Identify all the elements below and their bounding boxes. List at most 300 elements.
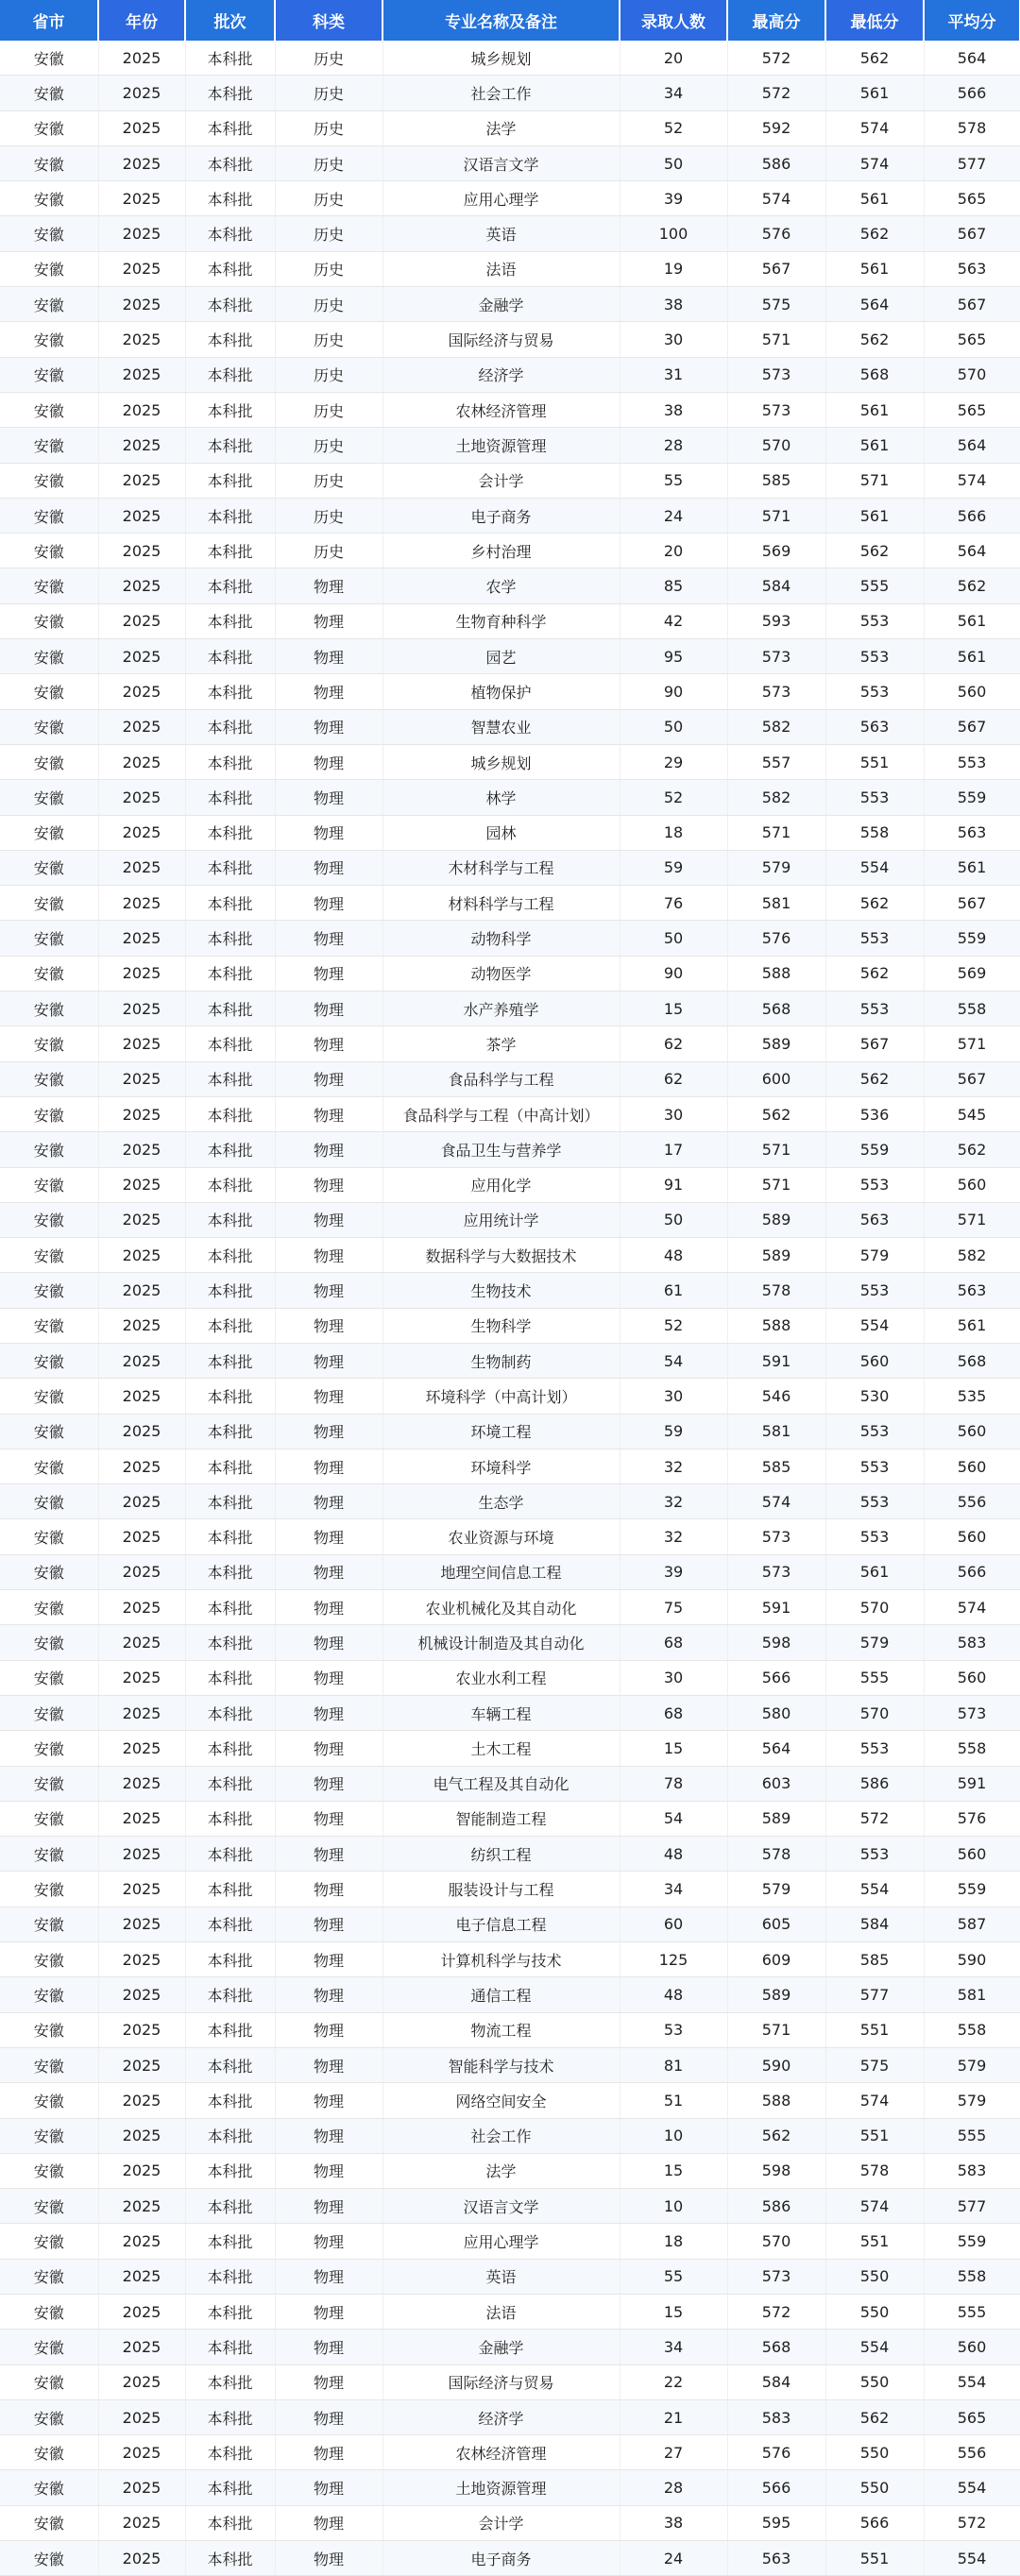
cell-subject-category: 物理 [275, 1308, 382, 1343]
cell-min-score: 561 [825, 76, 924, 110]
cell-avg-score: 567 [924, 1061, 1020, 1096]
cell-subject-category: 物理 [275, 1590, 382, 1625]
cell-major-name: 通信工程 [382, 1977, 620, 2012]
cell-subject-category: 历史 [275, 216, 382, 251]
cell-subject-category: 物理 [275, 1766, 382, 1801]
cell-avg-score: 583 [924, 1625, 1020, 1660]
cell-province: 安徽 [0, 1484, 98, 1519]
cell-enrollment-count: 59 [620, 850, 727, 885]
cell-min-score: 550 [825, 2470, 924, 2505]
cell-batch: 本科批 [185, 1308, 275, 1343]
cell-enrollment-count: 15 [620, 2153, 727, 2188]
column-header-province[interactable]: 省市 [0, 0, 98, 41]
cell-province: 安徽 [0, 1590, 98, 1625]
cell-enrollment-count: 17 [620, 1132, 727, 1167]
cell-major-name: 金融学 [382, 287, 620, 322]
cell-min-score: 562 [825, 956, 924, 991]
cell-batch: 本科批 [185, 1026, 275, 1061]
cell-major-name: 农业资源与环境 [382, 1519, 620, 1554]
cell-subject-category: 物理 [275, 2083, 382, 2118]
cell-province: 安徽 [0, 2435, 98, 2470]
cell-province: 安徽 [0, 1379, 98, 1414]
cell-province: 安徽 [0, 1554, 98, 1589]
cell-year: 2025 [98, 815, 185, 850]
cell-year: 2025 [98, 1167, 185, 1202]
cell-min-score: 530 [825, 1379, 924, 1414]
cell-enrollment-count: 95 [620, 639, 727, 674]
cell-max-score: 574 [727, 1484, 825, 1519]
cell-province: 安徽 [0, 674, 98, 709]
cell-major-name: 机械设计制造及其自动化 [382, 1625, 620, 1660]
cell-year: 2025 [98, 2189, 185, 2224]
cell-subject-category: 物理 [275, 2047, 382, 2082]
cell-subject-category: 历史 [275, 322, 382, 357]
cell-max-score: 562 [727, 2118, 825, 2153]
cell-enrollment-count: 52 [620, 110, 727, 145]
cell-province: 安徽 [0, 1449, 98, 1483]
cell-year: 2025 [98, 991, 185, 1026]
cell-province: 安徽 [0, 780, 98, 815]
cell-enrollment-count: 18 [620, 815, 727, 850]
cell-max-score: 571 [727, 1132, 825, 1167]
cell-avg-score: 572 [924, 2505, 1020, 2540]
cell-max-score: 590 [727, 2047, 825, 2082]
cell-enrollment-count: 78 [620, 1766, 727, 1801]
cell-year: 2025 [98, 1695, 185, 1730]
cell-max-score: 564 [727, 1731, 825, 1766]
cell-avg-score: 578 [924, 110, 1020, 145]
cell-year: 2025 [98, 2364, 185, 2399]
cell-min-score: 553 [825, 991, 924, 1026]
cell-avg-score: 561 [924, 850, 1020, 885]
cell-max-score: 609 [727, 1942, 825, 1977]
cell-avg-score: 560 [924, 1519, 1020, 1554]
cell-avg-score: 559 [924, 2224, 1020, 2259]
cell-year: 2025 [98, 674, 185, 709]
cell-subject-category: 物理 [275, 2224, 382, 2259]
cell-max-score: 576 [727, 921, 825, 956]
cell-avg-score: 553 [924, 744, 1020, 779]
cell-year: 2025 [98, 956, 185, 991]
cell-enrollment-count: 50 [620, 1202, 727, 1237]
cell-enrollment-count: 34 [620, 2330, 727, 2364]
cell-major-name: 农林经济管理 [382, 2435, 620, 2470]
cell-avg-score: 561 [924, 603, 1020, 638]
cell-province: 安徽 [0, 2364, 98, 2399]
cell-province: 安徽 [0, 1660, 98, 1695]
cell-batch: 本科批 [185, 1872, 275, 1907]
table-row [0, 2153, 1020, 2188]
cell-batch: 本科批 [185, 2295, 275, 2330]
cell-province: 安徽 [0, 1625, 98, 1660]
cell-avg-score: 576 [924, 1801, 1020, 1836]
cell-avg-score: 570 [924, 357, 1020, 392]
table-row [0, 534, 1020, 568]
cell-max-score: 546 [727, 1379, 825, 1414]
cell-avg-score: 567 [924, 216, 1020, 251]
cell-max-score: 579 [727, 850, 825, 885]
cell-min-score: 553 [825, 1519, 924, 1554]
cell-min-score: 550 [825, 2435, 924, 2470]
cell-subject-category: 历史 [275, 463, 382, 498]
cell-major-name: 土木工程 [382, 1731, 620, 1766]
table-row [0, 216, 1020, 251]
cell-year: 2025 [98, 534, 185, 568]
cell-max-score: 589 [727, 1202, 825, 1237]
cell-major-name: 国际经济与贸易 [382, 2364, 620, 2399]
table-row [0, 1273, 1020, 1308]
cell-enrollment-count: 10 [620, 2189, 727, 2224]
cell-avg-score: 554 [924, 2364, 1020, 2399]
column-header-major-name[interactable]: 专业名称及备注 [382, 0, 620, 41]
table-row [0, 2047, 1020, 2082]
cell-enrollment-count: 34 [620, 76, 727, 110]
cell-enrollment-count: 68 [620, 1695, 727, 1730]
cell-major-name: 食品科学与工程 [382, 1061, 620, 1096]
table-row [0, 2330, 1020, 2364]
cell-subject-category: 物理 [275, 2399, 382, 2434]
cell-year: 2025 [98, 251, 185, 286]
cell-avg-score: 560 [924, 1837, 1020, 1872]
cell-province: 安徽 [0, 921, 98, 956]
table-row [0, 1731, 1020, 1766]
cell-subject-category: 历史 [275, 110, 382, 145]
cell-province: 安徽 [0, 1977, 98, 2012]
cell-year: 2025 [98, 76, 185, 110]
cell-avg-score: 574 [924, 463, 1020, 498]
cell-year: 2025 [98, 1872, 185, 1907]
cell-major-name: 金融学 [382, 2330, 620, 2364]
cell-min-score: 550 [825, 2295, 924, 2330]
cell-min-score: 563 [825, 709, 924, 744]
cell-avg-score: 560 [924, 1660, 1020, 1695]
cell-batch: 本科批 [185, 709, 275, 744]
cell-batch: 本科批 [185, 145, 275, 180]
cell-year: 2025 [98, 1660, 185, 1695]
cell-max-score: 581 [727, 886, 825, 921]
cell-avg-score: 567 [924, 886, 1020, 921]
cell-max-score: 581 [727, 1414, 825, 1449]
table-row [0, 2189, 1020, 2224]
cell-subject-category: 物理 [275, 1132, 382, 1167]
cell-avg-score: 555 [924, 2118, 1020, 2153]
cell-subject-category: 历史 [275, 251, 382, 286]
table-body [0, 41, 1020, 2576]
cell-province: 安徽 [0, 1096, 98, 1131]
cell-major-name: 智慧农业 [382, 709, 620, 744]
table-row [0, 1766, 1020, 1801]
cell-max-score: 571 [727, 1167, 825, 1202]
cell-province: 安徽 [0, 639, 98, 674]
cell-batch: 本科批 [185, 603, 275, 638]
cell-year: 2025 [98, 1379, 185, 1414]
cell-max-score: 591 [727, 1590, 825, 1625]
table-row [0, 2470, 1020, 2505]
cell-province: 安徽 [0, 2399, 98, 2434]
cell-avg-score: 566 [924, 498, 1020, 533]
cell-year: 2025 [98, 110, 185, 145]
cell-max-score: 576 [727, 216, 825, 251]
table-row [0, 2083, 1020, 2118]
cell-major-name: 应用化学 [382, 1167, 620, 1202]
cell-province: 安徽 [0, 287, 98, 322]
cell-province: 安徽 [0, 534, 98, 568]
cell-subject-category: 历史 [275, 498, 382, 533]
cell-year: 2025 [98, 2224, 185, 2259]
table-row [0, 1026, 1020, 1061]
table-row [0, 2295, 1020, 2330]
cell-year: 2025 [98, 463, 185, 498]
cell-subject-category: 历史 [275, 392, 382, 427]
cell-major-name: 环境科学（中高计划） [382, 1379, 620, 1414]
cell-province: 安徽 [0, 110, 98, 145]
cell-max-score: 586 [727, 2189, 825, 2224]
cell-max-score: 572 [727, 41, 825, 76]
cell-min-score: 553 [825, 1731, 924, 1766]
table-row [0, 1590, 1020, 1625]
cell-year: 2025 [98, 850, 185, 885]
cell-batch: 本科批 [185, 1695, 275, 1730]
cell-enrollment-count: 62 [620, 1026, 727, 1061]
cell-year: 2025 [98, 639, 185, 674]
cell-province: 安徽 [0, 1872, 98, 1907]
cell-min-score: 553 [825, 780, 924, 815]
table-row [0, 145, 1020, 180]
cell-max-score: 588 [727, 2083, 825, 2118]
cell-enrollment-count: 39 [620, 1554, 727, 1589]
cell-max-score: 589 [727, 1801, 825, 1836]
cell-subject-category: 物理 [275, 1731, 382, 1766]
cell-batch: 本科批 [185, 1273, 275, 1308]
cell-max-score: 571 [727, 322, 825, 357]
cell-min-score: 579 [825, 1625, 924, 1660]
cell-major-name: 土地资源管理 [382, 428, 620, 463]
table-row [0, 1061, 1020, 1096]
cell-min-score: 562 [825, 1061, 924, 1096]
column-header-enrollment-count[interactable]: 录取人数 [620, 0, 727, 41]
cell-year: 2025 [98, 921, 185, 956]
cell-major-name: 物流工程 [382, 2012, 620, 2047]
cell-province: 安徽 [0, 603, 98, 638]
cell-enrollment-count: 15 [620, 2295, 727, 2330]
cell-year: 2025 [98, 1273, 185, 1308]
cell-avg-score: 558 [924, 1731, 1020, 1766]
table-row [0, 392, 1020, 427]
cell-year: 2025 [98, 1977, 185, 2012]
cell-province: 安徽 [0, 886, 98, 921]
cell-year: 2025 [98, 1801, 185, 1836]
cell-enrollment-count: 18 [620, 2224, 727, 2259]
table-row [0, 1414, 1020, 1449]
cell-min-score: 553 [825, 1837, 924, 1872]
cell-avg-score: 559 [924, 780, 1020, 815]
cell-max-score: 579 [727, 1872, 825, 1907]
cell-province: 安徽 [0, 568, 98, 603]
cell-enrollment-count: 50 [620, 145, 727, 180]
cell-year: 2025 [98, 1238, 185, 1273]
cell-max-score: 593 [727, 603, 825, 638]
cell-batch: 本科批 [185, 1625, 275, 1660]
cell-year: 2025 [98, 1590, 185, 1625]
column-header-batch[interactable]: 批次 [185, 0, 275, 41]
cell-min-score: 562 [825, 216, 924, 251]
cell-major-name: 经济学 [382, 2399, 620, 2434]
table-row [0, 1942, 1020, 1977]
cell-major-name: 智能科学与技术 [382, 2047, 620, 2082]
cell-subject-category: 物理 [275, 2435, 382, 2470]
cell-avg-score: 565 [924, 181, 1020, 216]
cell-subject-category: 物理 [275, 780, 382, 815]
cell-enrollment-count: 15 [620, 991, 727, 1026]
cell-batch: 本科批 [185, 921, 275, 956]
cell-avg-score: 569 [924, 956, 1020, 991]
cell-batch: 本科批 [185, 1766, 275, 1801]
table-row [0, 1907, 1020, 1941]
cell-enrollment-count: 125 [620, 1942, 727, 1977]
cell-year: 2025 [98, 2012, 185, 2047]
cell-batch: 本科批 [185, 1942, 275, 1977]
column-header-year[interactable]: 年份 [98, 0, 185, 41]
cell-avg-score: 560 [924, 1167, 1020, 1202]
cell-province: 安徽 [0, 1308, 98, 1343]
cell-enrollment-count: 54 [620, 1343, 727, 1378]
cell-subject-category: 物理 [275, 2189, 382, 2224]
cell-batch: 本科批 [185, 1484, 275, 1519]
cell-subject-category: 物理 [275, 921, 382, 956]
table-row [0, 1801, 1020, 1836]
cell-subject-category: 历史 [275, 41, 382, 76]
cell-subject-category: 物理 [275, 1554, 382, 1589]
column-header-min-score[interactable]: 最低分 [825, 0, 924, 41]
cell-min-score: 554 [825, 1872, 924, 1907]
cell-batch: 本科批 [185, 639, 275, 674]
cell-avg-score: 560 [924, 1414, 1020, 1449]
table-row [0, 2505, 1020, 2540]
cell-min-score: 551 [825, 2012, 924, 2047]
column-header-max-score[interactable]: 最高分 [727, 0, 825, 41]
cell-enrollment-count: 100 [620, 216, 727, 251]
cell-enrollment-count: 50 [620, 709, 727, 744]
cell-major-name: 汉语言文学 [382, 145, 620, 180]
cell-min-score: 574 [825, 145, 924, 180]
cell-max-score: 592 [727, 110, 825, 145]
cell-major-name: 茶学 [382, 1026, 620, 1061]
cell-batch: 本科批 [185, 110, 275, 145]
cell-batch: 本科批 [185, 2435, 275, 2470]
cell-year: 2025 [98, 709, 185, 744]
cell-max-score: 591 [727, 1343, 825, 1378]
cell-min-score: 586 [825, 1766, 924, 1801]
cell-province: 安徽 [0, 991, 98, 1026]
cell-year: 2025 [98, 1837, 185, 1872]
cell-year: 2025 [98, 1907, 185, 1941]
cell-avg-score: 565 [924, 392, 1020, 427]
cell-min-score: 579 [825, 1238, 924, 1273]
cell-batch: 本科批 [185, 744, 275, 779]
cell-avg-score: 559 [924, 1872, 1020, 1907]
cell-major-name: 汉语言文学 [382, 2189, 620, 2224]
cell-max-score: 605 [727, 1907, 825, 1941]
table-row [0, 991, 1020, 1026]
cell-enrollment-count: 38 [620, 287, 727, 322]
table-row [0, 1202, 1020, 1237]
cell-major-name: 社会工作 [382, 2118, 620, 2153]
cell-subject-category: 物理 [275, 568, 382, 603]
cell-min-score: 536 [825, 1096, 924, 1131]
cell-min-score: 554 [825, 1308, 924, 1343]
cell-major-name: 农学 [382, 568, 620, 603]
cell-min-score: 560 [825, 1343, 924, 1378]
cell-year: 2025 [98, 1202, 185, 1237]
cell-year: 2025 [98, 1026, 185, 1061]
table-row [0, 1379, 1020, 1414]
cell-batch: 本科批 [185, 251, 275, 286]
table-row [0, 674, 1020, 709]
cell-subject-category: 历史 [275, 287, 382, 322]
cell-subject-category: 物理 [275, 1026, 382, 1061]
cell-batch: 本科批 [185, 463, 275, 498]
table-row [0, 1132, 1020, 1167]
cell-min-score: 550 [825, 2259, 924, 2294]
cell-avg-score: 567 [924, 287, 1020, 322]
cell-min-score: 574 [825, 2189, 924, 2224]
cell-major-name: 车辆工程 [382, 1695, 620, 1730]
cell-year: 2025 [98, 568, 185, 603]
cell-avg-score: 558 [924, 991, 1020, 1026]
cell-max-score: 568 [727, 2330, 825, 2364]
cell-min-score: 551 [825, 2541, 924, 2576]
cell-batch: 本科批 [185, 1414, 275, 1449]
cell-max-score: 588 [727, 1308, 825, 1343]
cell-min-score: 551 [825, 2118, 924, 2153]
table-row [0, 110, 1020, 145]
cell-max-score: 598 [727, 2153, 825, 2188]
cell-subject-category: 历史 [275, 181, 382, 216]
cell-min-score: 553 [825, 1449, 924, 1483]
cell-major-name: 电气工程及其自动化 [382, 1766, 620, 1801]
cell-batch: 本科批 [185, 956, 275, 991]
cell-min-score: 555 [825, 568, 924, 603]
cell-min-score: 562 [825, 534, 924, 568]
cell-major-name: 环境科学 [382, 1449, 620, 1483]
cell-enrollment-count: 60 [620, 1907, 727, 1941]
cell-major-name: 英语 [382, 216, 620, 251]
cell-avg-score: 571 [924, 1026, 1020, 1061]
cell-subject-category: 历史 [275, 357, 382, 392]
cell-major-name: 动物医学 [382, 956, 620, 991]
cell-enrollment-count: 20 [620, 41, 727, 76]
cell-subject-category: 物理 [275, 1801, 382, 1836]
cell-major-name: 水产养殖学 [382, 991, 620, 1026]
cell-max-score: 603 [727, 1766, 825, 1801]
column-header-avg-score[interactable]: 平均分 [924, 0, 1020, 41]
table-row [0, 921, 1020, 956]
cell-year: 2025 [98, 498, 185, 533]
cell-year: 2025 [98, 1096, 185, 1131]
cell-enrollment-count: 54 [620, 1801, 727, 1836]
column-header-subject-category[interactable]: 科类 [275, 0, 382, 41]
cell-batch: 本科批 [185, 991, 275, 1026]
table-row [0, 1167, 1020, 1202]
cell-major-name: 乡村治理 [382, 534, 620, 568]
cell-enrollment-count: 85 [620, 568, 727, 603]
cell-batch: 本科批 [185, 287, 275, 322]
cell-batch: 本科批 [185, 41, 275, 76]
cell-subject-category: 物理 [275, 744, 382, 779]
cell-min-score: 553 [825, 1484, 924, 1519]
cell-batch: 本科批 [185, 2083, 275, 2118]
cell-province: 安徽 [0, 1167, 98, 1202]
